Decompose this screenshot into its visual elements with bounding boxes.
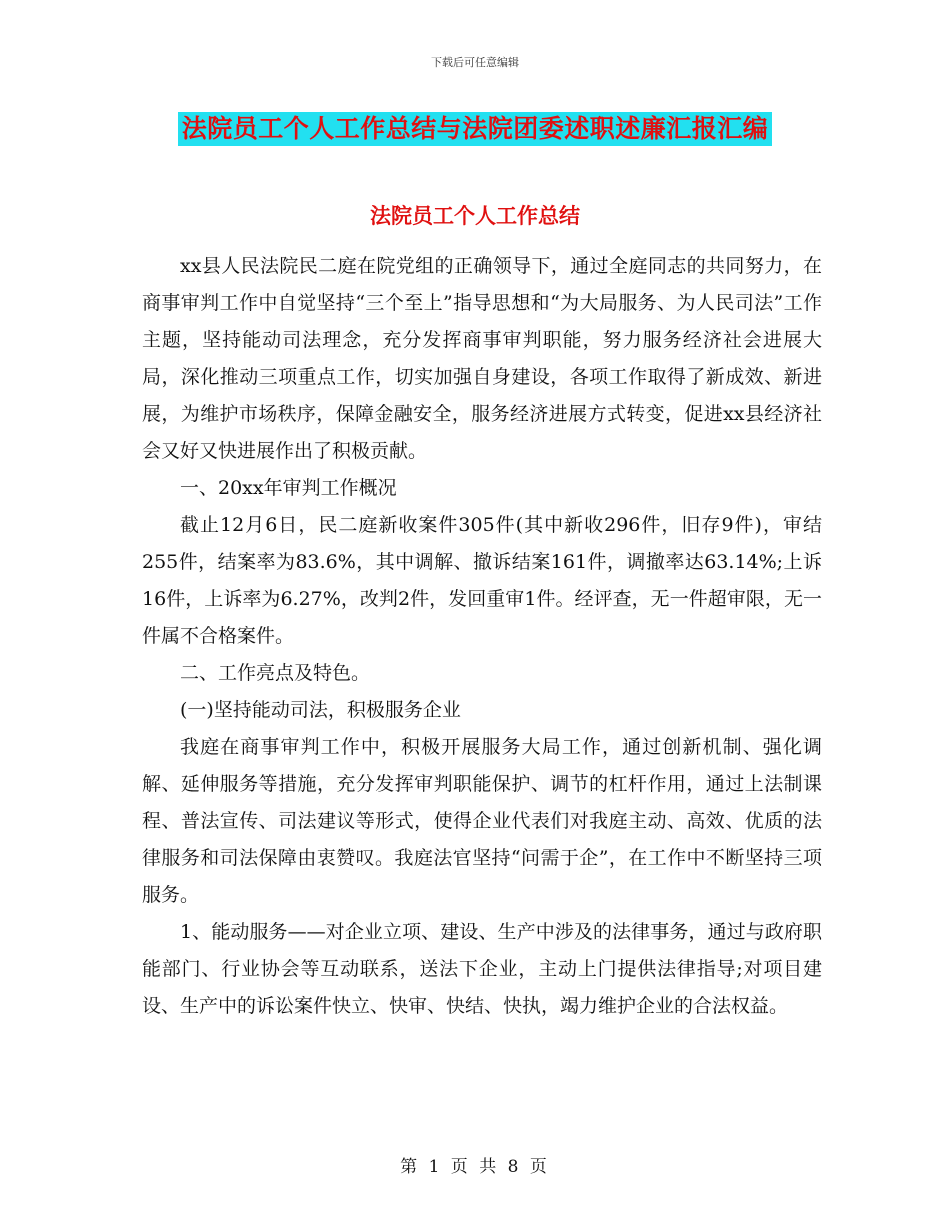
subheading-active-justice: (一)坚持能动司法，积极服务企业 bbox=[180, 699, 461, 721]
heading-overview: 一、20xx年审判工作概况 bbox=[180, 477, 397, 499]
main-title: 法院员工个人工作总结与法院团委述职述廉汇报汇编 bbox=[178, 112, 773, 146]
paragraph-intro: xx县人民法院民二庭在院党组的正确领导下，通过全庭同志的共同努力，在商事审判工作中自觉坚持“三个至上”指导思想和“为大局服务、为人民司法”工作主题，坚持能动司法理念，充分发挥商事审判职能，努力服务经济社会进展大局，深化推动三项重点工作，切实加强自身建设，各项工作取得了新成效、新进展，为维护市场秩序，保障金融安全，服务经济进展方式转变，促进xx县经济社会又好又快进展作出了积极贡献。 bbox=[142, 255, 822, 462]
header-note: 下载后可任意编辑 bbox=[431, 56, 519, 69]
paragraph-service: 我庭在商事审判工作中，积极开展服务大局工作，通过创新机制、强化调解、延伸服务等措施，充分发挥审判职能保护、调节的杠杆作用，通过上法制课程、普法宣传、司法建议等形式，使得企业代表们对我庭主动、高效、优质的法律服务和司法保障由衷赞叹。我庭法官坚持“问需于企”，在工作中不断坚持三项服务。 bbox=[142, 736, 822, 906]
page-footer: 第 1 页 共 8 页 bbox=[400, 1157, 550, 1177]
heading-highlights: 二、工作亮点及特色。 bbox=[180, 662, 371, 684]
main-title-wrap bbox=[0, 112, 950, 146]
document-body bbox=[142, 248, 822, 1025]
section-title: 法院员工个人工作总结 bbox=[370, 204, 580, 228]
paragraph-active-service: 1、能动服务——对企业立项、建设、生产中涉及的法律事务，通过与政府职能部门、行业协会等互动联系，送法下企业，主动上门提供法律指导;对项目建设、生产中的诉讼案件快立、快审、快结、快执，竭力维护企业的合法权益。 bbox=[142, 921, 822, 1017]
paragraph-statistics: 截止12月6日，民二庭新收案件305件(其中新收296件，旧存9件)，审结255件，结案率为83.6%，其中调解、撤诉结案161件，调撤率达63.14%;上诉16件，上诉率为6.27%，改判2件，发回重审1件。经评查，无一件超审限，无一件属不合格案件。 bbox=[142, 514, 822, 647]
